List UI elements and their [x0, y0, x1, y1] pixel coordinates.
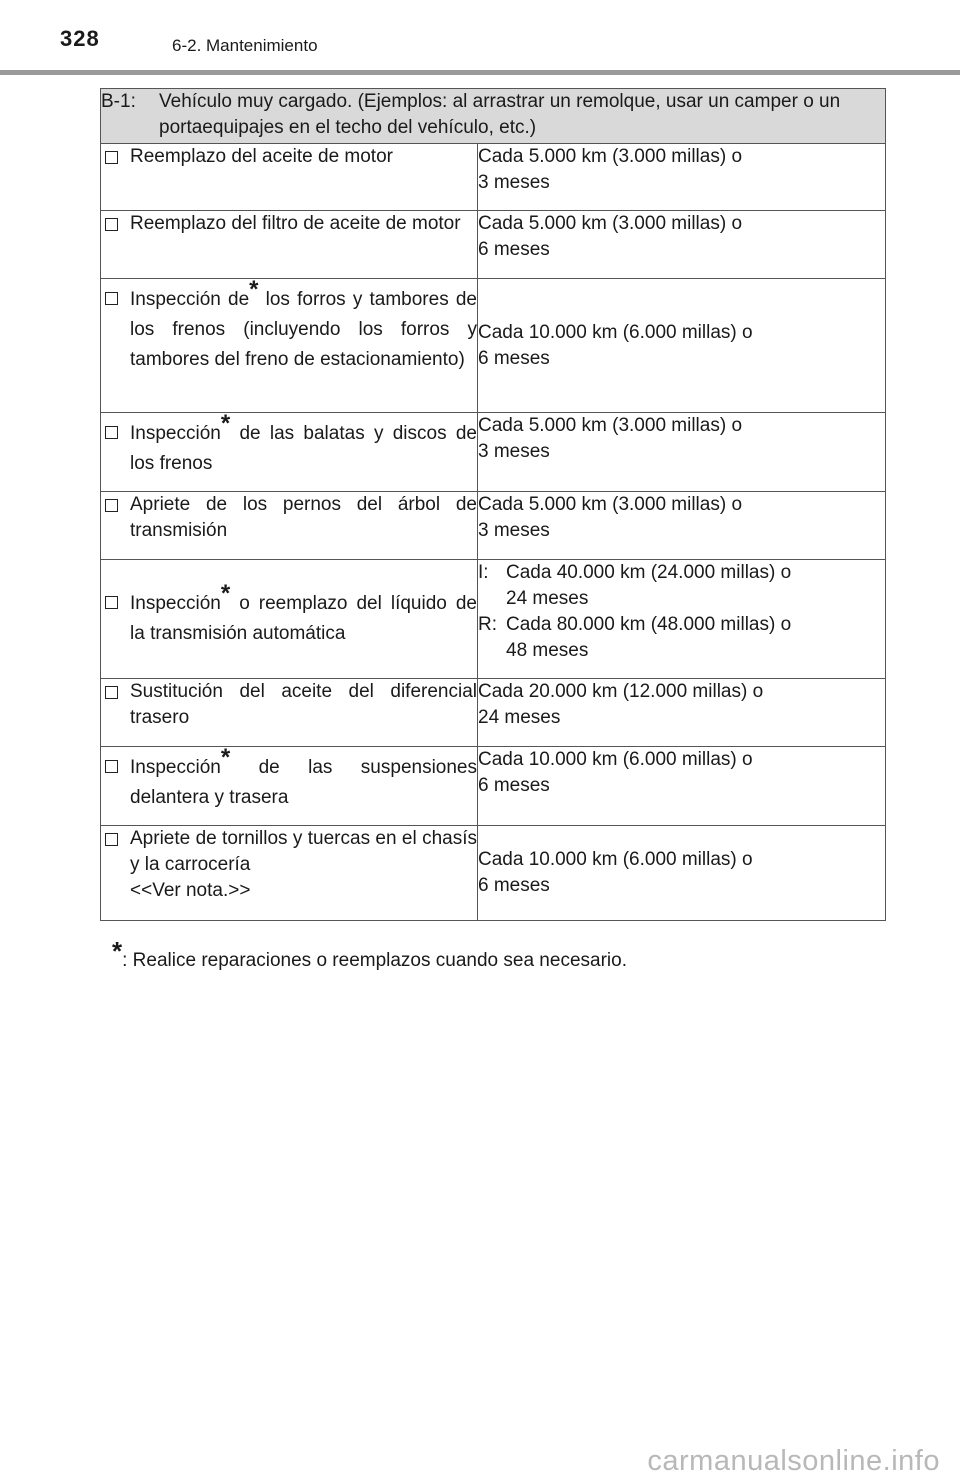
interval-time: 3 meses [478, 441, 550, 462]
inspect-tag: I: [478, 562, 489, 583]
item-label-rest: de las balatas y discos de los frenos [130, 423, 477, 474]
interval-distance: Cada 10.000 km (6.000 millas) o [478, 321, 753, 343]
table-group-header [101, 89, 886, 144]
interval-distance: Cada 5.000 km (3.000 millas) o [478, 494, 743, 515]
item-label: Apriete de tornillos y tuercas en el chasís y la carrocería [130, 828, 477, 875]
table-row [101, 747, 886, 826]
item-label: Apriete de los pernos del árbol de transmisión [130, 494, 477, 541]
asterisk-icon: * [220, 744, 231, 771]
item-label: Reemplazo del aceite de motor [130, 146, 393, 167]
asterisk-icon: * [112, 936, 123, 966]
interval-distance: Cada 10.000 km (6.000 millas) o [478, 749, 753, 770]
footnote-text: : Realice reparaciones o reemplazos cuando sea necesario. [122, 950, 627, 971]
replace-interval-distance: Cada 80.000 km (48.000 millas) o [506, 614, 792, 635]
item-label: Reemplazo del filtro de aceite de motor [130, 213, 461, 234]
checkbox-icon [105, 151, 118, 164]
interval-distance: Cada 5.000 km (3.000 millas) o [478, 213, 743, 234]
item-label-rest: de las suspensiones delantera y trasera [130, 757, 477, 808]
item-note: <<Ver nota.>> [130, 880, 251, 901]
interval-time: 3 meses [478, 520, 550, 541]
asterisk-icon: * [249, 276, 259, 303]
checkbox-icon [105, 596, 118, 609]
group-title: Vehículo muy cargado. (Ejemplos: al arrastrar un remolque, usar un camper o un portaequipajes en el techo del vehículo, etc.) [159, 91, 841, 138]
page-number: 328 [60, 26, 100, 51]
item-label: Inspección de [130, 289, 250, 310]
interval-distance: Cada 5.000 km (3.000 millas) o [478, 415, 743, 436]
interval-time: 3 meses [478, 172, 550, 193]
table-row [101, 413, 886, 492]
asterisk-icon: * [220, 580, 231, 607]
checkbox-icon [105, 686, 118, 699]
table-row [101, 492, 886, 560]
checkbox-icon [105, 292, 118, 305]
item-label-rest: los forros y tambores de los frenos (incluyendo los forros y tambores del freno de estacionamiento) [130, 289, 477, 370]
interval-distance: Cada 10.000 km (6.000 millas) o [478, 849, 753, 870]
table-row [101, 679, 886, 747]
inspect-interval-time: 24 meses [506, 588, 589, 609]
watermark: carmanualsonline.info [647, 1445, 940, 1477]
interval-time: 6 meses [478, 347, 550, 369]
table-row [101, 560, 886, 679]
replace-interval-time: 48 meses [506, 640, 589, 661]
footnote [112, 936, 627, 972]
interval-distance: Cada 5.000 km (3.000 millas) o [478, 146, 743, 167]
maintenance-schedule-table [100, 88, 886, 921]
item-label: Inspección [130, 593, 221, 614]
group-code: B-1: [101, 91, 136, 112]
header-rule [0, 70, 960, 75]
table-row [101, 826, 886, 921]
replace-tag: R: [478, 614, 497, 635]
checkbox-icon [105, 218, 118, 231]
item-label: Sustitución del aceite del diferencial trasero [130, 681, 477, 728]
interval-time: 6 meses [478, 875, 550, 896]
section-title: 6-2. Mantenimiento [172, 36, 318, 55]
asterisk-icon: * [220, 410, 231, 437]
checkbox-icon [105, 760, 118, 773]
interval-time: 6 meses [478, 775, 550, 796]
interval-time: 24 meses [478, 707, 561, 728]
interval-time: 6 meses [478, 239, 550, 260]
checkbox-icon [105, 426, 118, 439]
interval-distance: Cada 20.000 km (12.000 millas) o [478, 681, 764, 702]
item-label-rest: o reemplazo del líquido de la transmisión automática [130, 593, 477, 644]
table-row [101, 211, 886, 279]
table-row [101, 144, 886, 211]
table-row [101, 279, 886, 413]
checkbox-icon [105, 499, 118, 512]
inspect-interval-distance: Cada 40.000 km (24.000 millas) o [506, 562, 792, 583]
item-label: Inspección [130, 423, 221, 444]
checkbox-icon [105, 833, 118, 846]
item-label: Inspección [130, 757, 221, 778]
